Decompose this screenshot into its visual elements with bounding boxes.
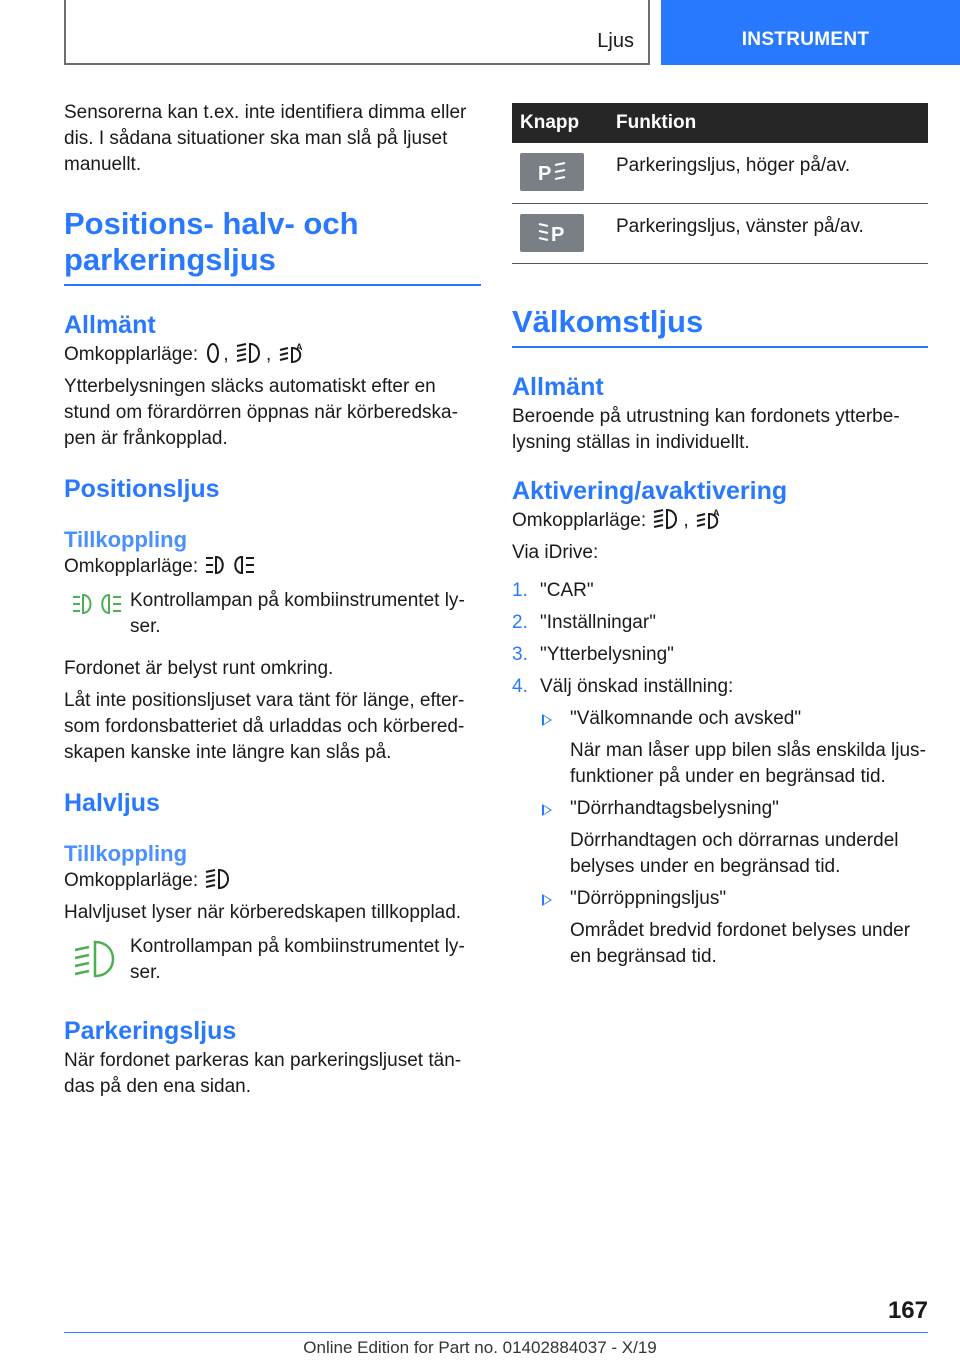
allmant-text: Ytterbelysningen släcks automatiskt efter en stund om förardörren öppnas när körberedskapen är frånkopplad. xyxy=(64,376,458,449)
step-text: "Inställningar" xyxy=(540,611,656,633)
switch-label: Omkopplarläge: xyxy=(64,556,199,577)
separator: , xyxy=(223,344,229,365)
low-beam-icon xyxy=(653,508,681,530)
heading-allmant: Allmänt xyxy=(64,311,156,339)
halvljus-text: Halvljuset lyser när körberedskapen tillkopplad. xyxy=(64,902,462,923)
option-desc: När man låser upp bilen slås enskilda ljusfunktioner på under en begränsad tid. xyxy=(570,739,926,787)
separator: , xyxy=(265,344,272,365)
triangle-bullet-icon xyxy=(542,894,552,906)
list-item xyxy=(512,642,928,668)
steps-list xyxy=(512,578,928,970)
switch-position-line xyxy=(512,508,928,534)
low-beam-indicator-row xyxy=(64,934,481,986)
table-cell-button xyxy=(512,143,608,203)
list-item xyxy=(512,674,928,970)
svg-text:P: P xyxy=(538,163,552,184)
options-list xyxy=(540,706,928,970)
option-title: "Dörrhandtagsbelysning" xyxy=(570,797,779,819)
step-number: 2. xyxy=(512,611,528,633)
switch-position-line xyxy=(64,868,481,894)
intro-text: Sensorerna kan t.ex. inte identifiera dimma eller dis. I sådana situationer ska man slå på ljuset manuellt. xyxy=(64,102,467,175)
option-desc: Dörrhandtagen och dörrarnas underdel belyses under en begränsad tid. xyxy=(570,829,899,877)
auto-light-icon xyxy=(279,342,307,364)
list-item xyxy=(540,886,928,970)
left-column xyxy=(64,100,481,1106)
triangle-bullet-icon xyxy=(542,714,552,726)
header-section-title: Ljus xyxy=(597,30,634,52)
switch-label: Omkopplarläge: xyxy=(64,870,199,891)
position-text-1: Fordonet är belyst runt omkring. xyxy=(64,658,334,679)
table-row xyxy=(512,203,928,263)
option-desc: Området bredvid fordonet belyses under en begränsad tid. xyxy=(570,919,911,967)
separator: , xyxy=(683,509,689,531)
step-text: "CAR" xyxy=(540,579,594,601)
parking-light-right-button[interactable] xyxy=(520,153,584,191)
option-title: "Dörröppningsljus" xyxy=(570,887,727,909)
header-chapter-label: INSTRUMENT xyxy=(741,29,870,50)
table-cell-function: Parkeringsljus, höger på/av. xyxy=(608,143,928,203)
step-text: "Ytterbelysning" xyxy=(540,643,674,665)
heading-valkomstljus: Välkomstljus xyxy=(512,304,928,348)
parking-light-left-icon xyxy=(537,221,567,245)
low-beam-icon xyxy=(205,868,233,890)
heading-aktivering: Aktivering/avaktivering xyxy=(512,476,788,505)
lights-off-icon xyxy=(205,342,221,364)
position-light-icon xyxy=(205,554,255,576)
list-item xyxy=(512,578,928,604)
heading-positions-halv-parkeringsljus: Positions- halv- och parkeringsljus xyxy=(64,206,481,286)
table-row xyxy=(512,143,928,203)
header-chapter-tab xyxy=(661,0,960,65)
position-light-indicator-icon xyxy=(64,588,130,616)
valkomst-allmant-text: Beroende på utrustning kan fordonets ytterbelysning ställas in individuellt. xyxy=(512,405,900,453)
position-text-2: Låt inte positionsljuset vara tänt för länge, eftersom fordonsbatteriet då urladdas och körberedskapen kanske inte längre kan slås på. xyxy=(64,690,465,763)
via-idrive-text: Via iDrive: xyxy=(512,541,599,563)
footer-divider xyxy=(64,1332,928,1333)
switch-label: Omkopplarläge: xyxy=(64,344,199,365)
svg-text:A: A xyxy=(712,507,720,518)
table-header-knapp: Knapp xyxy=(512,103,608,143)
parking-light-left-button[interactable] xyxy=(520,214,584,252)
triangle-bullet-icon xyxy=(542,804,552,816)
auto-light-icon xyxy=(696,508,724,530)
low-beam-lamp-text: Kontrollampan på kombiinstrumentet lyser. xyxy=(130,936,465,983)
parking-light-right-icon xyxy=(537,160,567,184)
heading-allmant: Allmänt xyxy=(512,372,604,401)
list-item xyxy=(540,706,928,790)
footer-edition: Online Edition for Part no. 01402884037 - X/19 xyxy=(303,1338,657,1357)
step-number: 4. xyxy=(512,675,528,697)
step-number: 3. xyxy=(512,643,528,665)
svg-text:P: P xyxy=(551,223,565,245)
svg-text:A: A xyxy=(295,342,303,352)
switch-position-line xyxy=(64,554,481,580)
step-number: 1. xyxy=(512,579,528,601)
heading-parkeringsljus: Parkeringsljus xyxy=(64,1017,237,1045)
heading-halvljus: Halvljus xyxy=(64,789,160,817)
header-section-box xyxy=(64,0,650,65)
list-item xyxy=(540,796,928,880)
switch-label: Omkopplarläge: xyxy=(512,509,647,531)
parkeringsljus-text: När fordonet parkeras kan parkeringsljuset tändas på den ena sidan. xyxy=(64,1050,462,1097)
subheading-tillkoppling: Tillkoppling xyxy=(64,527,188,552)
table-cell-button xyxy=(512,203,608,263)
switch-position-line xyxy=(64,342,481,368)
subheading-tillkoppling: Tillkoppling xyxy=(64,841,188,866)
page-number: 167 xyxy=(887,1297,928,1324)
position-indicator-row xyxy=(64,588,481,640)
position-lamp-text: Kontrollampan på kombiinstrumentet lyser. xyxy=(130,590,465,637)
low-beam-icon xyxy=(236,342,264,364)
table-header-funktion: Funktion xyxy=(608,103,928,143)
right-column xyxy=(512,103,928,976)
list-item xyxy=(512,610,928,636)
heading-positionsljus: Positionsljus xyxy=(64,475,220,503)
option-title: "Välkomnande och avsked" xyxy=(570,707,802,729)
low-beam-indicator-icon xyxy=(64,934,130,980)
button-function-table xyxy=(512,103,928,264)
step-text: Välj önskad inställning: xyxy=(540,675,734,697)
table-cell-function: Parkeringsljus, vänster på/av. xyxy=(608,203,928,263)
